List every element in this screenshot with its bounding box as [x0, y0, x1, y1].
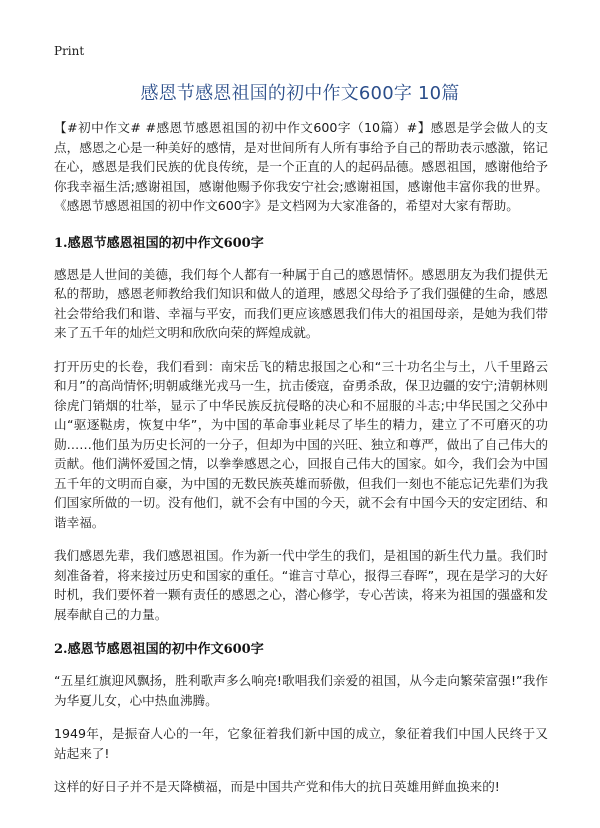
paragraph: 感恩是人世间的美德，我们每个人都有一种属于自己的感恩情怀。感恩朋友为我们提供无私的帮助，感恩老师教给我们知识和做人的道理，感恩父母给予了我们强健的生命，感恩社会带给我们和谐、幸福与平安，而我们更应该感恩我们伟大的祖国母亲，是她为我们带来了五千年的灿烂文明和欣欣向荣的辉煌成就。	[54, 266, 548, 340]
document-body	[54, 118, 548, 811]
intro-paragraph: 【#初中作文# #感恩节感恩祖国的初中作文600字（10篇）#】感恩是学会做人的支点，感恩之心是一种美好的感情，是对世间所有人所有事给予自己的帮助表示感激，铭记在心，感恩是我们民族的优良传统，是一个正直的人的起码品德。感恩祖国，感谢他给予你我幸福生活;感谢祖国，感谢他赐予你我安宁社会;感谢祖国，感谢他丰富你我的世界。《感恩节感恩祖国的初中作文600字》是文档网为大家准备的，希望对大家有帮助。	[54, 120, 548, 213]
print-label: Print	[54, 44, 85, 58]
paragraph: 打开历史的长卷，我们看到：南宋岳飞的精忠报国之心和“三十功名尘与土，八千里路云和月”的高尚情怀;明朝戚继光戎马一生，抗击倭寇，奋勇杀敌，保卫边疆的安宁;清朝林则徐虎门销烟的壮举，显示了中华民族反抗侵略的决心和不屈服的斗志;中华民国之父孙中山“驱逐鞑虏，恢复中华”，为中国的革命事业耗尽了毕生的精力，建立了不可磨灭的功勋……他们虽为历史长河的一分子，但却为中国的兴旺、独立和尊严，做出了自己伟大的贡献。他们满怀爱国之情，以拳拳感恩之心，回报自己伟大的国家。如今，我们会为中国五千年的文明而自豪，为中国的无数民族英雄而骄傲，但我们一刻也不能忘记先辈们为我们国家所做的一切。没有他们，就不会有中国的今天，就不会有中国今天的安定团结、和谐幸福。	[54, 358, 548, 530]
document-title: 感恩节感恩祖国的初中作文600字 10篇	[140, 83, 460, 104]
paragraph: “五星红旗迎风飘扬，胜利歌声多么响亮!歌唱我们亲爱的祖国，从今走向繁荣富强!”我作为华夏儿女，心中热血沸腾。	[54, 673, 548, 708]
section-heading-1: 1.感恩节感恩祖国的初中作文600字	[54, 235, 264, 251]
section-heading-2: 2.感恩节感恩祖国的初中作文600字	[54, 642, 264, 657]
paragraph: 1949年，是振奋人心的一年，它象征着我们新中国的成立，象征着我们中国人民终于又站起来了!	[54, 726, 548, 761]
paragraph: 我们感恩先辈，我们感恩祖国。作为新一代中学生的我们，是祖国的新生代力量。我们时刻准备着，将来接过历史和国家的重任。“谁言寸草心，报得三春晖”，现在是学习的大好时机，我们要怀着一颗有责任的感恩之心，潜心修学，专心苦读，将来为祖国的强盛和发展奉献自己的力量。	[54, 548, 548, 622]
paragraph: 这样的好日子并不是天降横福，而是中国共产党和伟大的抗日英雄用鲜血换来的!	[54, 779, 500, 794]
